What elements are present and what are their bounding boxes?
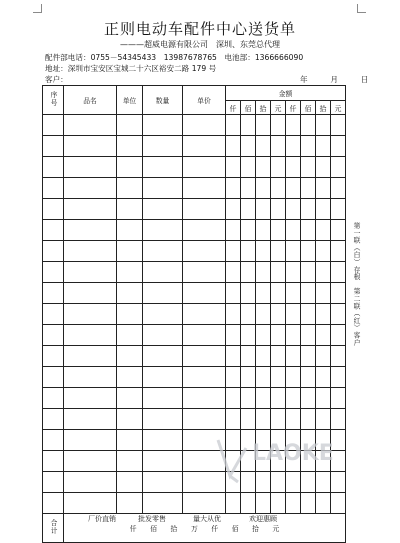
table-cell[interactable] bbox=[117, 304, 143, 325]
amount-digit-header: 元 bbox=[331, 101, 346, 115]
table-cell[interactable] bbox=[256, 262, 271, 283]
table-cell[interactable] bbox=[64, 451, 117, 472]
table-cell[interactable] bbox=[241, 388, 256, 409]
total-amount-units[interactable]: 仟 佰 拾 万 仟 佰 拾 元 bbox=[64, 514, 346, 543]
table-cell[interactable] bbox=[286, 304, 301, 325]
table-cell[interactable] bbox=[43, 304, 64, 325]
table-cell[interactable] bbox=[301, 409, 316, 430]
table-cell[interactable] bbox=[226, 493, 241, 514]
table-cell[interactable] bbox=[256, 157, 271, 178]
table-cell[interactable] bbox=[256, 241, 271, 262]
table-cell[interactable] bbox=[143, 178, 183, 199]
table-row bbox=[43, 157, 346, 178]
table-cell[interactable] bbox=[241, 115, 256, 136]
table-cell[interactable] bbox=[241, 325, 256, 346]
table-cell[interactable] bbox=[286, 283, 301, 304]
table-cell[interactable] bbox=[286, 493, 301, 514]
table-cell[interactable] bbox=[286, 115, 301, 136]
address-value: 深圳市宝安区宝城二十六区裕安二路 179 号 bbox=[67, 64, 217, 73]
table-cell[interactable] bbox=[43, 115, 64, 136]
table-row bbox=[43, 262, 346, 283]
table-cell[interactable] bbox=[271, 325, 286, 346]
table-cell[interactable] bbox=[117, 220, 143, 241]
table-cell[interactable] bbox=[183, 136, 226, 157]
table-cell[interactable] bbox=[143, 430, 183, 451]
table-row bbox=[43, 304, 346, 325]
document-subtitle: ———超威电源有限公司 深圳、东莞总代理 bbox=[120, 40, 280, 49]
table-cell[interactable] bbox=[43, 220, 64, 241]
table-cell[interactable] bbox=[256, 493, 271, 514]
table-cell[interactable] bbox=[183, 325, 226, 346]
table-cell[interactable] bbox=[183, 220, 226, 241]
table-cell[interactable] bbox=[43, 241, 64, 262]
table-cell[interactable] bbox=[316, 409, 331, 430]
table-cell[interactable] bbox=[226, 262, 241, 283]
amount-digit-header: 仟 bbox=[286, 101, 301, 115]
table-cell[interactable] bbox=[183, 178, 226, 199]
table-cell[interactable] bbox=[301, 157, 316, 178]
table-cell[interactable] bbox=[143, 199, 183, 220]
table-cell[interactable] bbox=[241, 262, 256, 283]
table-cell[interactable] bbox=[43, 472, 64, 493]
table-cell[interactable] bbox=[43, 157, 64, 178]
amount-digit-header: 佰 bbox=[241, 101, 256, 115]
table-cell[interactable] bbox=[183, 388, 226, 409]
table-cell[interactable] bbox=[286, 199, 301, 220]
customer-line bbox=[45, 74, 68, 85]
table-cell[interactable] bbox=[271, 115, 286, 136]
table-cell[interactable] bbox=[241, 283, 256, 304]
table-cell[interactable] bbox=[331, 262, 346, 283]
table-cell[interactable] bbox=[43, 493, 64, 514]
table-row bbox=[43, 409, 346, 430]
table-cell[interactable] bbox=[286, 367, 301, 388]
table-cell[interactable] bbox=[241, 199, 256, 220]
table-cell[interactable] bbox=[226, 304, 241, 325]
table-cell[interactable] bbox=[316, 262, 331, 283]
table-row bbox=[43, 136, 346, 157]
table-cell[interactable] bbox=[64, 241, 117, 262]
table-cell[interactable] bbox=[271, 409, 286, 430]
table-cell[interactable] bbox=[117, 367, 143, 388]
table-cell[interactable] bbox=[64, 220, 117, 241]
table-cell[interactable] bbox=[143, 115, 183, 136]
table-cell[interactable] bbox=[64, 157, 117, 178]
table-cell[interactable] bbox=[64, 472, 117, 493]
table-cell[interactable] bbox=[316, 136, 331, 157]
header-qty: 数量 bbox=[143, 86, 183, 115]
table-cell[interactable] bbox=[226, 241, 241, 262]
amount-digit-header: 拾 bbox=[316, 101, 331, 115]
table-cell[interactable] bbox=[286, 262, 301, 283]
table-cell[interactable] bbox=[241, 220, 256, 241]
table-cell[interactable] bbox=[301, 367, 316, 388]
header-unit: 单位 bbox=[117, 86, 143, 115]
table-cell[interactable] bbox=[117, 157, 143, 178]
table-cell[interactable] bbox=[256, 409, 271, 430]
table-cell[interactable] bbox=[117, 493, 143, 514]
table-cell[interactable] bbox=[331, 346, 346, 367]
amount-digit-header: 拾 bbox=[256, 101, 271, 115]
table-cell[interactable] bbox=[301, 262, 316, 283]
table-cell[interactable] bbox=[316, 241, 331, 262]
table-cell[interactable] bbox=[183, 283, 226, 304]
table-cell[interactable] bbox=[183, 346, 226, 367]
table-cell[interactable] bbox=[117, 199, 143, 220]
table-cell[interactable] bbox=[271, 346, 286, 367]
table-cell[interactable] bbox=[117, 346, 143, 367]
table-cell[interactable] bbox=[301, 178, 316, 199]
table-cell[interactable] bbox=[183, 493, 226, 514]
table-cell[interactable] bbox=[64, 388, 117, 409]
table-cell[interactable] bbox=[331, 304, 346, 325]
table-cell[interactable] bbox=[117, 325, 143, 346]
amount-digit-header: 元 bbox=[271, 101, 286, 115]
table-cell[interactable] bbox=[64, 304, 117, 325]
date-month: 月 bbox=[330, 75, 338, 84]
table-cell[interactable] bbox=[143, 472, 183, 493]
table-cell[interactable] bbox=[143, 283, 183, 304]
table-cell[interactable] bbox=[143, 220, 183, 241]
table-cell[interactable] bbox=[286, 157, 301, 178]
table-cell[interactable] bbox=[256, 325, 271, 346]
table-cell[interactable] bbox=[286, 346, 301, 367]
table-cell[interactable] bbox=[256, 283, 271, 304]
table-row bbox=[43, 220, 346, 241]
table-cell[interactable] bbox=[143, 493, 183, 514]
footer-slogan-4: 欢迎惠顾 bbox=[249, 515, 277, 523]
table-cell[interactable] bbox=[241, 304, 256, 325]
table-cell[interactable] bbox=[316, 199, 331, 220]
table-cell[interactable] bbox=[117, 430, 143, 451]
table-cell[interactable] bbox=[331, 409, 346, 430]
table-cell[interactable] bbox=[117, 241, 143, 262]
table-cell[interactable] bbox=[117, 451, 143, 472]
table-cell[interactable] bbox=[117, 283, 143, 304]
page-corner-mark-right bbox=[357, 4, 366, 13]
table-cell[interactable] bbox=[316, 346, 331, 367]
table-cell[interactable] bbox=[183, 262, 226, 283]
table-row bbox=[43, 115, 346, 136]
table-cell[interactable] bbox=[43, 178, 64, 199]
table-cell[interactable] bbox=[331, 199, 346, 220]
table-cell[interactable] bbox=[241, 493, 256, 514]
table-cell[interactable] bbox=[241, 136, 256, 157]
table-cell[interactable] bbox=[316, 388, 331, 409]
table-cell[interactable] bbox=[286, 136, 301, 157]
table-cell[interactable] bbox=[64, 367, 117, 388]
table-cell[interactable] bbox=[183, 157, 226, 178]
table-cell[interactable] bbox=[64, 115, 117, 136]
table-cell[interactable] bbox=[226, 409, 241, 430]
table-cell[interactable] bbox=[226, 178, 241, 199]
table-row bbox=[43, 199, 346, 220]
table-cell[interactable] bbox=[64, 346, 117, 367]
table-cell[interactable] bbox=[43, 325, 64, 346]
table-cell[interactable] bbox=[301, 388, 316, 409]
table-cell[interactable] bbox=[271, 388, 286, 409]
table-cell[interactable] bbox=[331, 241, 346, 262]
table-cell[interactable] bbox=[331, 178, 346, 199]
table-cell[interactable] bbox=[226, 115, 241, 136]
table-cell[interactable] bbox=[301, 283, 316, 304]
table-cell[interactable] bbox=[226, 325, 241, 346]
table-cell[interactable] bbox=[316, 367, 331, 388]
table-cell[interactable] bbox=[43, 262, 64, 283]
table-cell[interactable] bbox=[64, 409, 117, 430]
table-cell[interactable] bbox=[64, 136, 117, 157]
header-seq: 序号 bbox=[43, 86, 64, 115]
table-cell[interactable] bbox=[301, 346, 316, 367]
table-cell[interactable] bbox=[301, 199, 316, 220]
footer-slogan-3: 量大从优 bbox=[193, 515, 221, 523]
table-cell[interactable] bbox=[183, 115, 226, 136]
table-cell[interactable] bbox=[331, 493, 346, 514]
amount-digit-header: 佰 bbox=[301, 101, 316, 115]
watermark-logo bbox=[208, 430, 348, 494]
table-cell[interactable] bbox=[64, 493, 117, 514]
header-price: 单价 bbox=[183, 86, 226, 115]
table-cell[interactable] bbox=[241, 346, 256, 367]
table-cell[interactable] bbox=[316, 115, 331, 136]
table-cell[interactable] bbox=[64, 283, 117, 304]
table-cell[interactable] bbox=[183, 409, 226, 430]
table-cell[interactable] bbox=[271, 136, 286, 157]
table-cell[interactable] bbox=[143, 367, 183, 388]
table-cell[interactable] bbox=[226, 367, 241, 388]
phone-numbers: 0755－54345433 13987678765 电池部：1366666090 bbox=[90, 53, 304, 62]
date-day: 日 bbox=[360, 75, 369, 84]
phone-line bbox=[45, 52, 303, 63]
table-cell[interactable] bbox=[331, 388, 346, 409]
table-cell[interactable] bbox=[331, 220, 346, 241]
table-cell[interactable] bbox=[64, 262, 117, 283]
table-cell[interactable] bbox=[256, 220, 271, 241]
table-row bbox=[43, 388, 346, 409]
table-cell[interactable] bbox=[241, 241, 256, 262]
table-row bbox=[43, 178, 346, 199]
table-cell[interactable] bbox=[316, 220, 331, 241]
table-cell[interactable] bbox=[43, 430, 64, 451]
table-row bbox=[43, 346, 346, 367]
table-cell[interactable] bbox=[143, 451, 183, 472]
table-row bbox=[43, 367, 346, 388]
table-cell[interactable] bbox=[117, 472, 143, 493]
table-cell[interactable] bbox=[64, 430, 117, 451]
table-cell[interactable] bbox=[256, 367, 271, 388]
table-cell[interactable] bbox=[143, 388, 183, 409]
table-cell[interactable] bbox=[117, 115, 143, 136]
table-cell[interactable] bbox=[301, 220, 316, 241]
table-row bbox=[43, 493, 346, 514]
table-cell[interactable] bbox=[43, 367, 64, 388]
table-cell[interactable] bbox=[331, 367, 346, 388]
copy-note: 第一联（白）存根 第二联（红）客户 bbox=[352, 222, 360, 347]
table-cell[interactable] bbox=[316, 283, 331, 304]
table-cell[interactable] bbox=[143, 409, 183, 430]
table-cell[interactable] bbox=[143, 262, 183, 283]
table-cell[interactable] bbox=[286, 178, 301, 199]
table-cell[interactable] bbox=[271, 241, 286, 262]
table-cell[interactable] bbox=[331, 283, 346, 304]
table-cell[interactable] bbox=[316, 157, 331, 178]
table-cell[interactable] bbox=[301, 115, 316, 136]
table-cell[interactable] bbox=[271, 199, 286, 220]
table-cell[interactable] bbox=[117, 388, 143, 409]
table-cell[interactable] bbox=[331, 157, 346, 178]
total-label: 合计 bbox=[43, 514, 64, 543]
table-cell[interactable] bbox=[143, 346, 183, 367]
table-cell[interactable] bbox=[143, 157, 183, 178]
table-cell[interactable] bbox=[316, 304, 331, 325]
table-cell[interactable] bbox=[143, 304, 183, 325]
table-cell[interactable] bbox=[301, 493, 316, 514]
table-cell[interactable] bbox=[256, 115, 271, 136]
table-cell[interactable] bbox=[331, 115, 346, 136]
table-cell[interactable] bbox=[316, 493, 331, 514]
table-cell[interactable] bbox=[301, 325, 316, 346]
table-cell[interactable] bbox=[226, 346, 241, 367]
table-cell[interactable] bbox=[316, 178, 331, 199]
table-cell[interactable] bbox=[143, 136, 183, 157]
table-cell[interactable] bbox=[271, 304, 286, 325]
table-cell[interactable] bbox=[241, 367, 256, 388]
table-cell[interactable] bbox=[64, 178, 117, 199]
table-cell[interactable] bbox=[226, 199, 241, 220]
table-cell[interactable] bbox=[256, 178, 271, 199]
table-cell[interactable] bbox=[43, 199, 64, 220]
table-cell[interactable] bbox=[183, 241, 226, 262]
svg-text:LAOKE: LAOKE bbox=[252, 441, 334, 466]
table-cell[interactable] bbox=[43, 451, 64, 472]
table-cell[interactable] bbox=[183, 304, 226, 325]
table-cell[interactable] bbox=[226, 136, 241, 157]
header-amount: 金额 bbox=[226, 86, 346, 101]
table-cell[interactable] bbox=[64, 199, 117, 220]
table-cell[interactable] bbox=[271, 178, 286, 199]
table-cell[interactable] bbox=[301, 304, 316, 325]
header-name: 品名 bbox=[64, 86, 117, 115]
address-line bbox=[45, 63, 216, 74]
amount-digit-header: 仟 bbox=[226, 101, 241, 115]
table-cell[interactable] bbox=[226, 283, 241, 304]
table-cell[interactable] bbox=[143, 241, 183, 262]
table-cell[interactable] bbox=[117, 178, 143, 199]
table-cell[interactable] bbox=[256, 136, 271, 157]
table-cell[interactable] bbox=[43, 283, 64, 304]
document-title: 正则电动车配件中心送货单 bbox=[103, 20, 296, 38]
table-cell[interactable] bbox=[183, 199, 226, 220]
table-cell[interactable] bbox=[256, 304, 271, 325]
table-cell[interactable] bbox=[117, 409, 143, 430]
date-year: 年 bbox=[300, 75, 308, 84]
table-cell[interactable] bbox=[301, 136, 316, 157]
table-cell[interactable] bbox=[271, 157, 286, 178]
date-line bbox=[300, 74, 368, 85]
table-cell[interactable] bbox=[301, 241, 316, 262]
table-cell[interactable] bbox=[143, 325, 183, 346]
table-cell[interactable] bbox=[226, 388, 241, 409]
table-cell[interactable] bbox=[316, 325, 331, 346]
table-row bbox=[43, 241, 346, 262]
table-cell[interactable] bbox=[64, 325, 117, 346]
table-row bbox=[43, 283, 346, 304]
table-cell[interactable] bbox=[117, 136, 143, 157]
phone-label: 配件部电话： bbox=[45, 53, 91, 62]
footer-slogan-2: 批发零售 bbox=[138, 515, 166, 523]
table-cell[interactable] bbox=[286, 325, 301, 346]
table-cell[interactable] bbox=[256, 199, 271, 220]
address-label: 地址： bbox=[45, 64, 68, 73]
table-cell[interactable] bbox=[271, 220, 286, 241]
table-cell[interactable] bbox=[256, 388, 271, 409]
table-cell[interactable] bbox=[331, 325, 346, 346]
table-row bbox=[43, 325, 346, 346]
table-cell[interactable] bbox=[117, 262, 143, 283]
table-cell[interactable] bbox=[43, 388, 64, 409]
table-cell[interactable] bbox=[286, 409, 301, 430]
table-cell[interactable] bbox=[271, 262, 286, 283]
table-cell[interactable] bbox=[226, 220, 241, 241]
table-cell[interactable] bbox=[286, 220, 301, 241]
table-cell[interactable] bbox=[271, 493, 286, 514]
table-cell[interactable] bbox=[226, 157, 241, 178]
table-cell[interactable] bbox=[241, 178, 256, 199]
customer-label: 客户： bbox=[45, 75, 68, 84]
table-cell[interactable] bbox=[183, 367, 226, 388]
table-cell[interactable] bbox=[271, 367, 286, 388]
table-cell[interactable] bbox=[286, 388, 301, 409]
table-cell[interactable] bbox=[43, 346, 64, 367]
table-cell[interactable] bbox=[43, 409, 64, 430]
table-cell[interactable] bbox=[286, 241, 301, 262]
table-cell[interactable] bbox=[331, 136, 346, 157]
footer-slogan-1: 厂价直销 bbox=[88, 515, 116, 523]
table-cell[interactable] bbox=[271, 283, 286, 304]
page-corner-mark-left bbox=[33, 4, 42, 13]
table-cell[interactable] bbox=[256, 346, 271, 367]
table-cell[interactable] bbox=[43, 136, 64, 157]
table-cell[interactable] bbox=[241, 409, 256, 430]
table-cell[interactable] bbox=[241, 157, 256, 178]
